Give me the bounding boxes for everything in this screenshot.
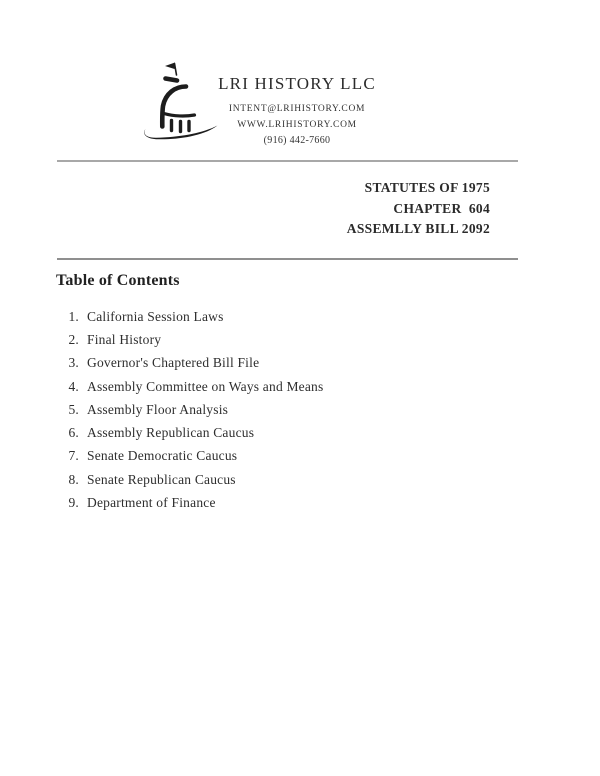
company-email: INTENT@LRIHISTORY.COM — [228, 104, 366, 114]
toc-item-number: 9. — [68, 495, 79, 511]
toc-item-number: 8. — [68, 471, 79, 487]
bottom-divider — [57, 258, 518, 260]
toc-title: Table of Contents — [56, 272, 180, 289]
toc-item-label: Assembly Republican Caucus — [87, 425, 255, 441]
toc-item-number: 6. — [68, 425, 79, 441]
toc-item-label: Assembly Floor Analysis — [87, 401, 229, 417]
toc-item-number: 1. — [68, 308, 79, 324]
toc-item-label: California Session Laws — [87, 308, 224, 324]
toc-item-number: 3. — [68, 355, 79, 371]
toc-item-label: Department of Finance — [87, 495, 216, 511]
letterhead — [172, 74, 422, 148]
toc-item — [56, 421, 323, 444]
statute-reference-block — [347, 178, 490, 240]
toc-item-label: Senate Democratic Caucus — [87, 448, 238, 464]
toc-item-label: Governor's Chaptered Bill File — [87, 355, 260, 371]
toc-item-number: 2. — [68, 331, 79, 347]
toc-list — [56, 305, 323, 515]
toc-item — [56, 375, 323, 398]
toc-item — [56, 398, 323, 421]
toc-item-label: Final History — [87, 331, 162, 347]
toc-item — [56, 305, 323, 328]
toc-item-number: 4. — [68, 378, 79, 394]
toc-item-number: 5. — [68, 401, 79, 417]
statutes-line: STATUTES OF 1975 — [364, 180, 490, 195]
toc-item — [56, 491, 323, 514]
company-website: WWW.LRIHISTORY.COM — [237, 120, 357, 130]
toc-item-number: 7. — [68, 448, 79, 464]
toc-item-label: Senate Republican Caucus — [87, 471, 236, 487]
toc-item — [56, 468, 323, 491]
toc-item — [56, 328, 323, 351]
assembly-bill-line: ASSEMLLY BILL 2092 — [346, 221, 490, 236]
company-phone: (916) 442-7660 — [263, 135, 331, 146]
chapter-line: CHAPTER 604 — [393, 200, 490, 216]
toc-item — [56, 352, 323, 375]
company-name: LRI HISTORY LLC — [218, 74, 376, 93]
top-divider — [57, 160, 518, 162]
toc-item-label: Assembly Committee on Ways and Means — [87, 378, 324, 394]
toc-item — [56, 445, 323, 468]
